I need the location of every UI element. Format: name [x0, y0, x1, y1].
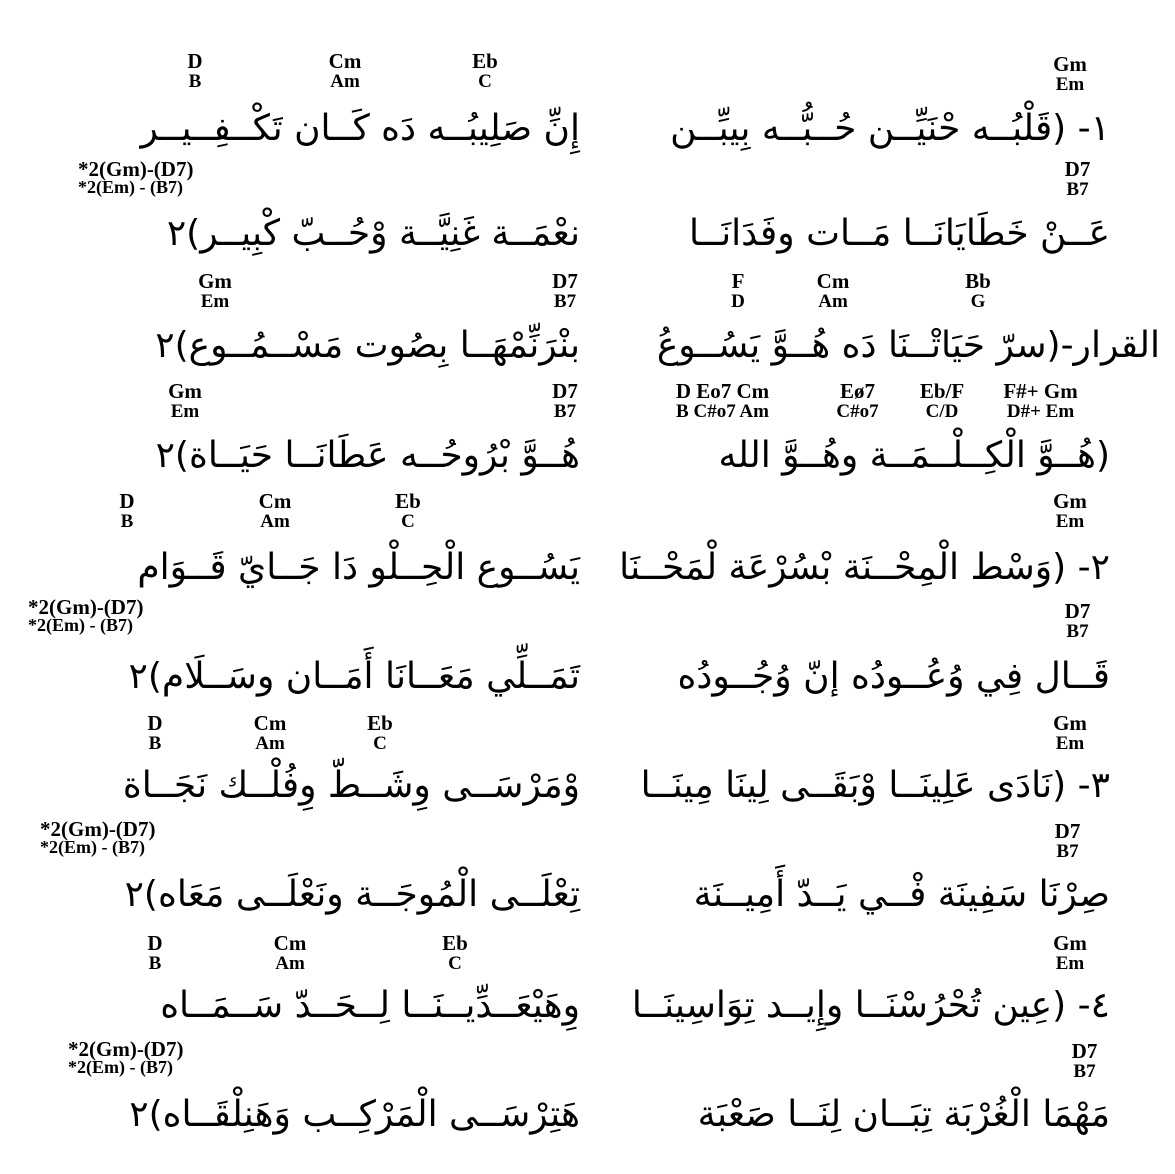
chord: D B — [147, 931, 163, 974]
chord: Bb G — [965, 269, 991, 312]
lyric-line: (هُــوَّ الْكِــلْــمَــة وهُــوَّ الله — [718, 435, 1110, 476]
chord: Gm Em — [198, 269, 232, 312]
lyric-line: مَهْمَا الْغُرْبَة تِبَــان لِنَــا صَعْبَة — [697, 1094, 1110, 1135]
chord: D7 B7 — [1071, 1039, 1098, 1082]
chord: D7 B7 — [1064, 157, 1091, 200]
chord: Eb C — [472, 49, 498, 92]
repeat-note: *2(Gm)-(D7) *2(Em) - (B7) — [68, 1037, 184, 1077]
chord: Eb C — [442, 931, 468, 974]
chord: F#+ Gm D#+ Em — [1003, 379, 1078, 422]
chord: Cm Am — [816, 269, 850, 312]
repeat-note: *2(Gm)-(D7) *2(Em) - (B7) — [78, 157, 194, 197]
lyric-line: يَسُــوع الْحِــلْو دَا جَــايّ قَــوَام — [137, 547, 580, 588]
lyric-line: صِرْنَا سَفِينَة فْــي يَــدّ أَمِيــنَة — [693, 874, 1110, 915]
chord: Gm Em — [1053, 711, 1087, 754]
lyric-line: تَمَــلِّي مَعَــانَا أَمَــان وسَــلَام)٢ — [128, 656, 580, 697]
chord: Gm Em — [168, 379, 202, 422]
lyric-line: ٢- (وَسْط الْمِحْــنَة بْسُرْعَة لْمَحْــنَا — [619, 547, 1110, 588]
chord: Gm Em — [1053, 931, 1087, 974]
chord: D7 B7 — [552, 269, 578, 312]
chord: F D — [731, 269, 745, 312]
chord: Cm Am — [273, 931, 307, 974]
chord: Eb C — [367, 711, 393, 754]
repeat-note: *2(Gm)-(D7) *2(Em) - (B7) — [40, 817, 156, 857]
chord: Gm Em — [1053, 489, 1087, 532]
lyric-line: ١- (قَلْبُــه حْنَيِّــن حُــبُّــه بِيبِّــن — [670, 108, 1110, 149]
chord: D B — [147, 711, 163, 754]
lyric-line: وِهَيْعَــدِّيــنَــا لِــحَــدّ سَــمَــاه — [160, 985, 580, 1026]
chord: D B — [187, 49, 203, 92]
lyric-line: ٣- (نَادَى عَلِينَــا وْبَقَــى لِينَا مِينَــا — [640, 765, 1110, 806]
chord: Eb/F C/D — [919, 379, 965, 422]
lyric-line: نعْمَــة غَنِيَّــة وْحُــبّ كْبِيــر)٢ — [166, 213, 580, 254]
chord: Cm Am — [258, 489, 292, 532]
repeat-note: *2(Gm)-(D7) *2(Em) - (B7) — [28, 595, 144, 635]
chord: D7 B7 — [1054, 819, 1081, 862]
lyric-line: القرار-(سرّ حَيَاتْــنَا دَه هُــوَّ يَسُــوعُ — [656, 325, 1160, 366]
lyric-line: تِعْلَــى الْمُوجَــة ونَعْلَــى مَعَاه)٢ — [124, 874, 580, 915]
chord: D7 B7 — [552, 379, 578, 422]
lyric-line: بنْرَنِّمْهَــا بِصُوت مَسْــمُــوع)٢ — [155, 325, 580, 366]
chord: Eø7 C#o7 — [836, 379, 879, 422]
lyric-line: وْمَرْسَــى وِشَــطّ وِفُلْــك نَجَــاة — [122, 765, 580, 806]
lyric-line: قَــال فِي وُعُــودُه إنّ وُجُــودُه — [677, 656, 1110, 697]
chord: D Eo7 Cm B C#o7 Am — [675, 379, 770, 422]
lyric-line: هَتِرْسَــى الْمَرْكِــب وَهَنِلْقَــاه)٢ — [129, 1094, 580, 1135]
chord: D B — [119, 489, 135, 532]
chord: D7 B7 — [1064, 599, 1091, 642]
chord: Eb C — [395, 489, 421, 532]
chord: Gm Em — [1053, 52, 1087, 95]
chord: Cm Am — [253, 711, 287, 754]
lyric-line: عَــنْ خَطَايَانَــا مَــات وفَدَانَــا — [689, 213, 1110, 254]
lyric-line: هُــوَّ بْرُوحُــه عَطَانَــا حَيَــاة)٢ — [155, 435, 580, 476]
lyric-line: ٤- (عِين تُحْرُسْنَــا وإِيــد تِوَاسِينَــا — [631, 985, 1110, 1026]
lyric-line: إِنِّ صَلِيبُــه دَه كَــان تَكْــفِــيــر — [140, 108, 580, 149]
chord: Cm Am — [328, 49, 362, 92]
